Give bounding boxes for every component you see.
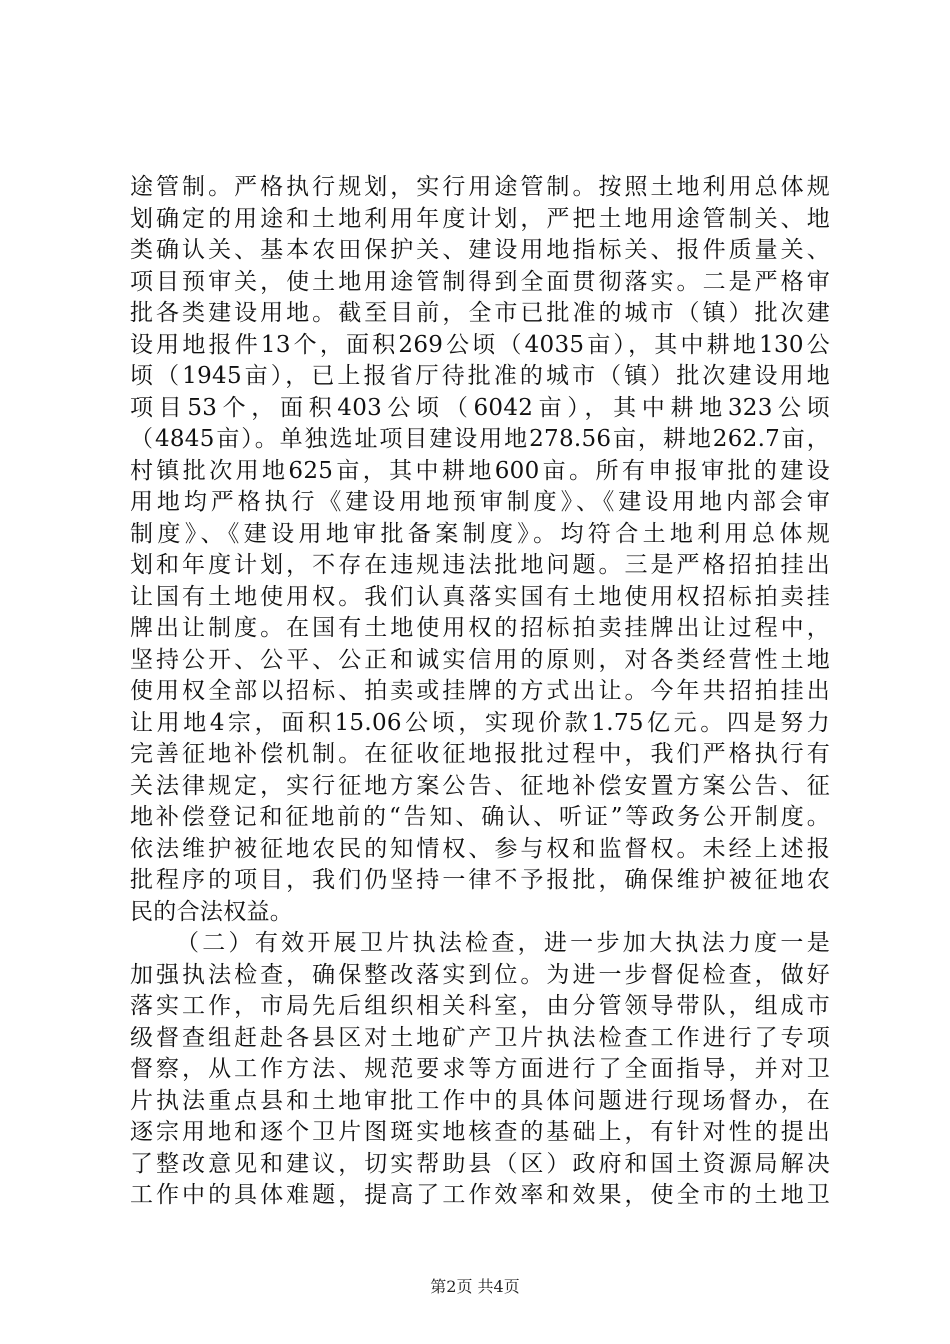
text-line: 途管制。严格执行规划，实行用途管制。按照土地利用总体规 <box>130 174 830 200</box>
text-line: 片执法重点县和土地审批工作中的具体问题进行现场督办，在 <box>130 1087 830 1114</box>
text-line: 划确定的用途和土地利用年度计划，严把土地用途管制关、地 <box>130 205 830 232</box>
paragraph-first-line: （二）有效开展卫片执法检查，进一步加大执法力度一是 <box>176 930 830 956</box>
text-line: 了整改意见和建议，切实帮助县（区）政府和国土资源局解决 <box>130 1150 830 1177</box>
text-line: 让用地4宗，面积15.06公顷，实现价款1.75亿元。四是努力 <box>130 709 830 736</box>
page-number-footer: 第2页 共4页 <box>430 1277 520 1296</box>
text-line: 设用地报件13个，面积269公顷（4035亩），其中耕地130公 <box>130 331 830 358</box>
text-line: 村镇批次用地625亩，其中耕地600亩。所有申报审批的建设 <box>130 457 830 484</box>
text-line: 顷（1945亩），已上报省厅待批准的城市（镇）批次建设用地 <box>130 363 830 389</box>
text-line: 完善征地补偿机制。在征收征地报批过程中，我们严格执行有 <box>130 741 830 767</box>
text-line: 落实工作，市局先后组织相关科室，由分管领导带队，组成市 <box>130 993 830 1019</box>
text-line: 批程序的项目，我们仍坚持一律不予报批，确保维护被征地农 <box>130 867 830 893</box>
text-line: 逐宗用地和逐个卫片图斑实地核查的基础上，有针对性的提出 <box>130 1119 830 1145</box>
text-line: 地补偿登记和征地前的“告知、确认、听证”等政务公开制度。 <box>130 804 830 830</box>
text-line: 项目53个，面积403公顷（6042亩），其中耕地323公顷 <box>130 394 830 421</box>
text-line: 关法律规定，实行征地方案公告、征地补偿安置方案公告、征 <box>130 772 830 799</box>
text-line: 让国有土地使用权。我们认真落实国有土地使用权招标拍卖挂 <box>130 583 830 610</box>
text-line: 使用权全部以招标、拍卖或挂牌的方式出让。今年共招拍挂出 <box>130 678 830 704</box>
text-line: 督察，从工作方法、规范要求等方面进行了全面指导，并对卫 <box>130 1056 830 1082</box>
text-line: 项目预审关，使土地用途管制得到全面贯彻落实。二是严格审 <box>130 268 830 295</box>
text-line: 依法维护被征地农民的知情权、参与权和监督权。未经上述报 <box>130 835 830 862</box>
text-line: （4845亩）。单独选址项目建设用地278.56亩，耕地262.7亩， <box>130 426 830 452</box>
text-line: 加强执法检查，确保整改落实到位。为进一步督促检查，做好 <box>130 961 830 988</box>
text-line: 工作中的具体难题，提高了工作效率和效果，使全市的土地卫 <box>130 1182 830 1208</box>
text-line: 坚持公开、公平、公正和诚实信用的原则，对各类经营性土地 <box>130 646 830 673</box>
body-text <box>130 172 830 1212</box>
text-line: 批各类建设用地。截至目前，全市已批准的城市（镇）批次建 <box>130 300 830 326</box>
text-line: 级督查组赶赴各县区对土地矿产卫片执法检查工作进行了专项 <box>130 1024 830 1051</box>
text-line: 类确认关、基本农田保护关、建设用地指标关、报件质量关、 <box>130 237 830 263</box>
text-line: 制度》、《建设用地审批备案制度》。均符合土地利用总体规 <box>130 520 830 547</box>
text-line: 牌出让制度。在国有土地使用权的招标拍卖挂牌出让过程中， <box>130 615 830 641</box>
paragraph-end-line: 民的合法权益。 <box>130 898 294 925</box>
text-line: 用地均严格执行《建设用地预审制度》、《建设用地内部会审 <box>130 489 830 515</box>
text-line: 划和年度计划，不存在违规违法批地问题。三是严格招拍挂出 <box>130 552 830 578</box>
